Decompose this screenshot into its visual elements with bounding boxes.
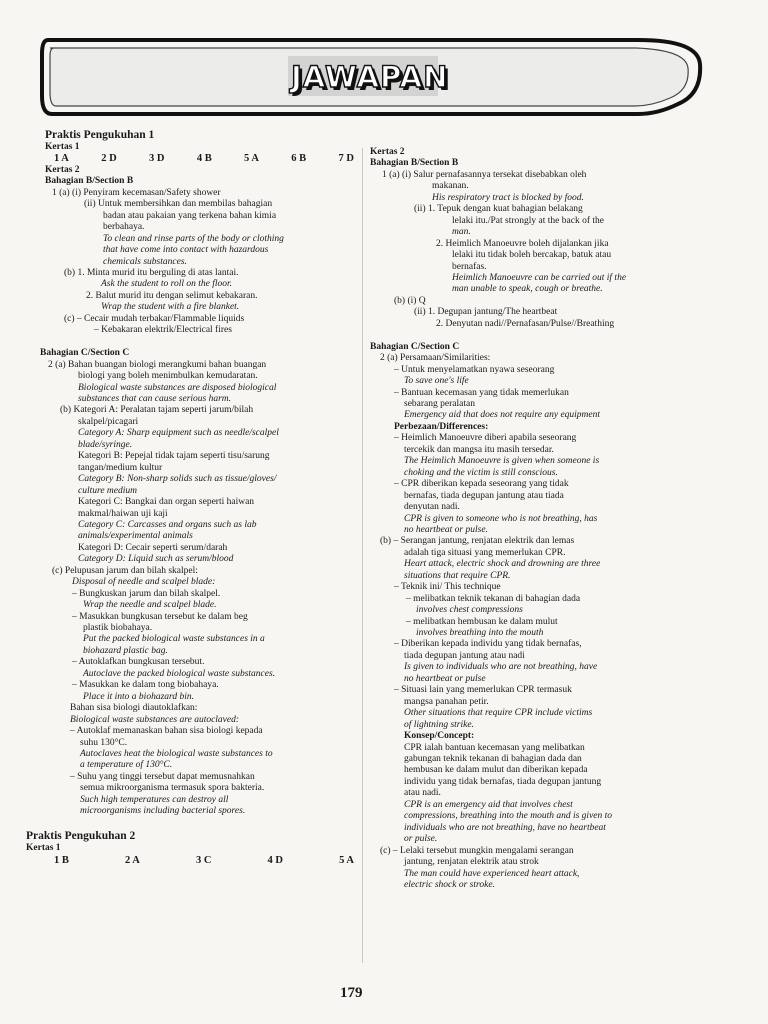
answer-line: lelaki itu./Pat strongly at the back of the (452, 215, 604, 226)
subheading: Kertas 1 (45, 142, 80, 152)
subheading: Perbezaan/Differences: (394, 421, 489, 432)
answer-line: individuals who are not breathing, have no heartbeat (404, 822, 606, 833)
answer-key-item: 7 D (338, 153, 354, 165)
answer-line: (ii) 1. Tepuk dengan kuat bahagian belakang (414, 204, 583, 215)
answer-line: makanan. (432, 181, 469, 192)
answer-line: chemicals substances. (103, 256, 187, 267)
answer-line: culture medium (78, 485, 138, 496)
answer-line: no heartbeat or pulse. (404, 524, 488, 535)
answer-line (40, 337, 355, 348)
subheading: Bahagian B/Section B (370, 158, 459, 169)
answer-key-item: 1 B (54, 854, 69, 866)
answer-line: – CPR diberikan kepada seseorang yang tidak (394, 479, 569, 490)
answer-line: or pulse. (404, 834, 438, 845)
answer-line: 2 (a) Persamaan/Similarities: (380, 353, 491, 364)
answer-line: Bahan sisa biologi diautoklafkan: (70, 703, 198, 714)
section-heading: Praktis Pengukuhan 1 (45, 129, 155, 141)
answer-line: man unable to speak, cough or breathe. (452, 284, 603, 295)
answer-key-item: 2 A (124, 854, 140, 866)
answer-line: hembusan ke dalam mulut dan diberikan kepada (404, 765, 588, 776)
answer-line: (c) Pelupusan jarum dan bilah skalpel: (52, 565, 198, 576)
answer-line: His respiratory tract is blocked by food. (432, 192, 584, 203)
answer-line: 1 (a) (i) Penyiram kecemasan/Safety shower (52, 187, 221, 198)
subheading: Bahagian C/Section C (40, 348, 130, 359)
answer-line: plastik biobahaya. (83, 623, 153, 634)
answer-line: individu yang tidak bernafas, tiada degupan jantung (404, 776, 602, 787)
answer-line (370, 330, 680, 341)
answer-line: situations that require CPR. (404, 570, 511, 581)
answer-line: Emergency aid that does not require any equipment (404, 410, 601, 421)
answer-line: Autoclaves heat the biological waste substances to (80, 749, 273, 760)
answer-line: 2. Balut murid itu dengan selimut kebakaran. (86, 290, 258, 301)
column-divider (362, 148, 363, 963)
answer-line: (ii) 1. Degupan jantung/The heartbeat (414, 307, 558, 318)
answer-line: no heartbeat or pulse (404, 673, 486, 684)
answer-line: 2. Heimlich Manoeuvre boleh dijalankan jika (436, 238, 609, 249)
answer-line: electric shock or stroke. (404, 880, 495, 890)
answer-key-item: 4 D (267, 854, 283, 866)
answer-line: Biological waste substances are disposed biological (78, 382, 277, 393)
answer-line: involves breathing into the mouth (416, 628, 544, 639)
answer-line: microorganisms including bacterial spores. (80, 806, 246, 817)
answer-line: Place it into a biohazard bin. (83, 691, 195, 702)
subheading: Bahagian C/Section C (370, 341, 460, 352)
answer-key-item: 5 A (244, 153, 259, 165)
answer-line: (b) – Serangan jantung, renjatan elektrik dan lemas (380, 536, 575, 547)
answer-line: Biological waste substances are autoclaved: (70, 714, 240, 725)
section-heading: Praktis Pengukuhan 2 (26, 830, 136, 843)
answer-line: Kategori C: Bangkai dan organ seperti haiwan (78, 497, 255, 508)
answer-line: – Masukkan bungkusan tersebut ke dalam beg (72, 611, 248, 622)
answer-line: badan atau pakaian yang terkena bahan kimia (103, 210, 277, 221)
answer-line: (b) 1. Minta murid itu berguling di atas lantai. (64, 267, 239, 278)
answer-line: – Suhu yang tinggi tersebut dapat memusnahkan (70, 771, 255, 782)
answer-line: The Heimlich Manoeuvre is given when someone is (404, 456, 600, 467)
answer-line: that have come into contact with hazardous (103, 245, 269, 256)
answer-line: Heart attack, electric shock and drowning are three (404, 559, 601, 570)
answer-line: 2 (a) Bahan buangan biologi merangkumi bahan buangan (48, 359, 267, 370)
answer-line: 1 (a) (i) Salur pernafasannya tersekat disebabkan oleh (382, 169, 587, 180)
answer-line: blade/syringe. (78, 439, 133, 450)
answer-line: – Autoklaf memanaskan bahan sisa biologi kepada (70, 726, 263, 737)
answer-line: Category B: Non-sharp solids such as tissue/gloves/ (78, 474, 277, 485)
answer-line: tercekik dan mangsa itu masih tersedar. (404, 444, 554, 455)
banner-title: JAWAPAN (291, 60, 449, 94)
answer-line: a temperature of 130°C. (80, 760, 173, 771)
answer-line: – Masukkan ke dalam tong biobahaya. (72, 680, 219, 691)
answer-line: Kategori B: Pepejal tidak tajam seperti tisu/sarung (78, 451, 270, 462)
subheading: Kertas 2 (370, 147, 405, 157)
answer-line: Category C: Carcasses and organs such as lab (78, 519, 257, 530)
answer-line: – Bantuan kecemasan yang tidak memerlukan (394, 387, 569, 398)
answer-line: mangsa panahan petir. (404, 696, 489, 707)
answer-line: Autoclave the packed biological waste substances. (83, 668, 276, 679)
answer-line: – Autoklafkan bungkusan tersebut. (72, 657, 205, 668)
answer-line: (b) (i) Q (394, 295, 426, 306)
right-column (370, 147, 680, 891)
answer-key-row (54, 153, 354, 164)
answer-key-item: 1 A (54, 153, 69, 165)
answer-line: CPR is given to someone who is not breathing, has (404, 513, 598, 524)
answer-line: Kategori D: Cecair seperti serum/darah (78, 542, 228, 553)
answer-key-row (54, 855, 354, 866)
answer-line: tangan/medium kultur (78, 462, 163, 473)
subheading: Konsep/Concept: (404, 731, 475, 742)
page-number: 179 (340, 985, 363, 1001)
answer-line: suhu 130°C. (80, 737, 128, 748)
answer-line: Other situations that require CPR include victims (404, 708, 593, 719)
answer-line: (ii) Untuk membersihkan dan membilas bahagian (84, 199, 273, 210)
answers-banner (38, 34, 706, 120)
answer-line: Wrap the needle and scalpel blade. (83, 600, 217, 611)
answer-line: – Bungkuskan jarum dan bilah skalpel. (72, 588, 221, 599)
answer-line: Category A: Sharp equipment such as needle/scalpel (78, 428, 279, 439)
subheading: Bahagian B/Section B (45, 176, 134, 187)
answer-line: CPR ialah bantuan kecemasan yang melibatkan (404, 742, 585, 753)
answer-line: bernafas. (452, 261, 487, 272)
answer-key-item: 5 A (339, 854, 354, 866)
answer-line: biohazard plastic bag. (83, 645, 168, 656)
answer-line: Category D: Liquid such as serum/blood (78, 554, 234, 565)
answer-line: skalpel/picagari (78, 416, 139, 427)
answer-line: denyutan nadi. (404, 502, 460, 513)
answer-line: – Untuk menyelamatkan nyawa seseorang (394, 364, 555, 375)
answer-key-item: 2 D (101, 153, 117, 165)
answer-line: compressions, breathing into the mouth and is given to (404, 811, 613, 822)
answer-line: – Heimlich Manoeuvre diberi apabila seseorang (394, 433, 577, 444)
answer-line: – Kebakaran elektrik/Electrical fires (94, 325, 232, 336)
answer-line: sebarang peralatan (404, 398, 475, 409)
answer-line: Ask the student to roll on the floor. (101, 279, 233, 290)
subheading: Kertas 1 (26, 843, 61, 854)
answer-line: man. (452, 227, 471, 238)
answer-line: The man could have experienced heart attack, (404, 868, 580, 879)
answer-line: animals/experimental animals (78, 531, 193, 542)
answer-line: makmal/haiwan uji kaji (78, 508, 168, 519)
answer-line: – Situasi lain yang memerlukan CPR termasuk (394, 685, 572, 696)
answer-line: tiada degupan jantung atau nadi (404, 650, 525, 661)
answer-line: gabungan teknik tekanan di bahagian dada dan (404, 754, 582, 765)
answer-line: Is given to individuals who are not breathing, have (404, 662, 598, 673)
answer-line: 2. Denyutan nadi//Pernafasan/Pulse//Breathing (436, 318, 615, 329)
answer-line: Put the packed biological waste substances in a (83, 634, 265, 645)
answer-key-item: 4 B (196, 153, 212, 165)
answer-line: berbahaya. (103, 222, 145, 233)
answer-line: (c) – Cecair mudah terbakar/Flammable liquids (64, 313, 245, 324)
answer-line: – melibatkan hembusan ke dalam mulut (406, 616, 558, 627)
answer-line: – Teknik ini/ This technique (394, 582, 501, 593)
answer-line: (b) Kategori A: Peralatan tajam seperti jarum/bilah (60, 405, 254, 416)
answer-line: CPR is an emergency aid that involves chest (404, 799, 573, 810)
answer-line: Such high temperatures can destroy all (80, 794, 229, 805)
answer-line: substances that can cause serious harm. (78, 393, 232, 404)
answer-key-item: 3 D (149, 153, 165, 165)
subheading: Kertas 2 (45, 164, 80, 175)
left-column (26, 128, 355, 866)
answer-line: To save one's life (404, 376, 469, 387)
answer-line: To clean and rinse parts of the body or clothing (103, 233, 284, 244)
answer-line: of lightning strike. (404, 719, 474, 730)
answer-line: biologi yang boleh menimbulkan kemudaratan. (78, 371, 258, 382)
answer-line: Disposal of needle and scalpel blade: (72, 577, 216, 588)
answer-key-item: 3 C (195, 854, 212, 866)
answer-line: lelaki itu tidak boleh bercakap, batuk atau (452, 250, 612, 261)
answer-line: jantung, renjatan elektrik atau strok (404, 857, 539, 868)
answer-line: – Diberikan kepada individu yang tidak bernafas, (394, 639, 582, 650)
answer-line: atau nadi. (404, 788, 441, 799)
answer-key-item: 6 B (291, 153, 307, 165)
answer-line: bernafas, tiada degupan jantung atau tiada (404, 490, 564, 501)
answer-line: choking and the victim is still conscious. (404, 467, 558, 478)
answer-line: Wrap the student with a fire blanket. (101, 302, 240, 313)
answer-line: semua mikroorganisma termasuk spora bakteria. (80, 783, 265, 794)
answer-line: adalah tiga situasi yang memerlukan CPR. (404, 547, 566, 558)
answer-line: (c) – Lelaki tersebut mungkin mengalami serangan (380, 845, 574, 856)
answer-line: Heimlich Manoeuvre can be carried out if the (452, 272, 627, 283)
answer-line: involves chest compressions (416, 605, 523, 616)
answer-line (40, 818, 355, 829)
answer-line: – melibatkan teknik tekanan di bahagian dada (406, 593, 581, 604)
